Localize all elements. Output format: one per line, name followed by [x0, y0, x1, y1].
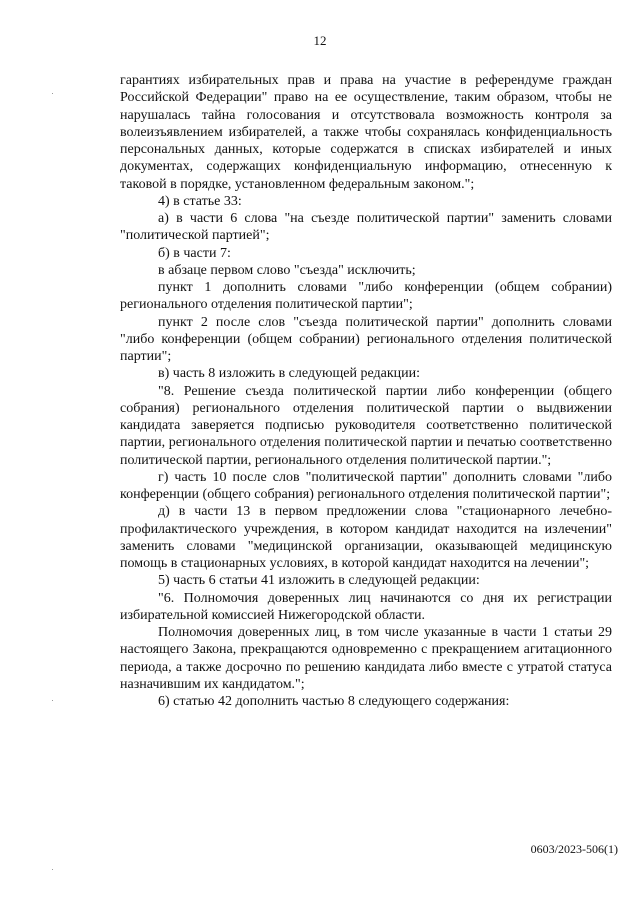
- paragraph-part-6-continuation: Полномочия доверенных лиц, в том числе указанные в части 1 статьи 29 настоящего Закона, прекращаются одновременно с прекращением агитационного периода, а также досрочно по решению кандидата либо вместе с утратой статуса назначившим их кандидатом.";: [120, 625, 612, 692]
- paragraph-item-4d: д) в части 13 в первом предложении слова "стационарного лечебно-профилактического учреждения, в котором кандидат находится на излечении" заменить словами "медицинской организации, оказывающей медицинскую помощь в стационарных условиях, в которой кандидат находится на лечении";: [120, 504, 612, 571]
- scan-artifact: [52, 93, 53, 94]
- paragraph-continuation: гарантиях избирательных прав и права на участие в референдуме граждан Российской Федерации" право на ее осуществление, таким образом, чтобы не нарушалась тайна голосования и отсутствовала возможность контроля за волеизъявлением избирателей, а также чтобы сохранялась конфиденциальность персональных данных, которые содержатся в списках избирателей и иных документах, содержащих конфиденциальную информацию, отнесенную к таковой в порядке, установленном федеральным законом.";: [120, 73, 612, 192]
- paragraph-item-4g: г) часть 10 после слов "политической партии" дополнить словами "либо конференции (общего собрания) регионального отделения политической партии";: [120, 469, 612, 502]
- paragraph-item-5: 5) часть 6 статьи 41 изложить в следующей редакции:: [158, 573, 480, 589]
- paragraph-item-6: 6) статью 42 дополнить частью 8 следующего содержания:: [158, 694, 510, 709]
- paragraph-item-4b: б) в части 7:: [158, 245, 231, 261]
- document-code: 0603/2023-506(1): [530, 842, 618, 856]
- paragraph-part-6-text: "6. Полномочия доверенных лиц начинаются со дня их регистрации избирательной комиссией Нижегородской области.: [120, 590, 612, 623]
- page-number: 12: [313, 33, 327, 48]
- paragraph-4b-abzac-1: в абзаце первом слово "съезда" исключить;: [158, 262, 416, 278]
- paragraph-item-4a: а) в части 6 слова "на съезде политической партии" заменить словами "политической партией";: [120, 211, 612, 244]
- paragraph-4b-punkt-2: пункт 2 после слов "съезда политической партии" дополнить словами "либо конференции (общем собрании) регионального отделения политической партии";: [120, 314, 612, 364]
- document-body: [120, 72, 612, 710]
- paragraph-part-8-text: "8. Решение съезда политической партии либо конференции (общего собрания) регионального отделения политической партии о выдвижении кандидата заверяется подписью руководителя соответственно политической партии, регионального отделения политической партии и печатью соответственно политической партии, регионального отделения политической партии.";: [120, 383, 612, 468]
- paragraph-item-4v: в) часть 8 изложить в следующей редакции:: [158, 366, 421, 382]
- scan-artifact: [52, 869, 53, 870]
- paragraph-item-4: 4) в статье 33:: [158, 193, 242, 209]
- paragraph-4b-punkt-1: пункт 1 дополнить словами "либо конференции (общем собрании) регионального отделения политической партии";: [120, 280, 612, 313]
- scan-artifact: [52, 700, 53, 701]
